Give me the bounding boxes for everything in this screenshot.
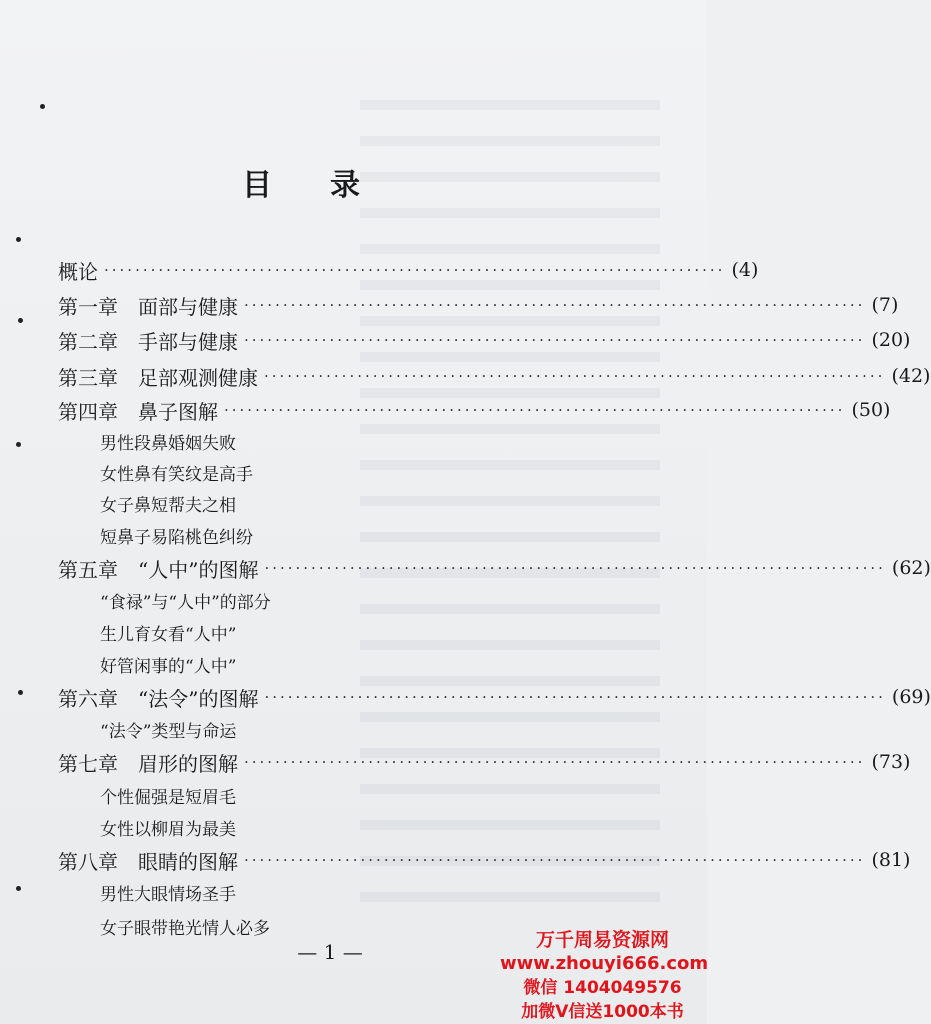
- toc-subentry: [100, 520, 253, 550]
- dot-leader: ················································································: [244, 331, 866, 349]
- ink-speck: [18, 318, 23, 323]
- toc-entry-title: “法令”类型与命运: [100, 721, 237, 742]
- watermark-line: www.zhouyi666.com: [500, 953, 709, 974]
- toc-entry: [58, 361, 931, 391]
- toc-subentry: [100, 488, 236, 518]
- toc-entry-title: 男性段鼻婚姻失败: [100, 433, 236, 454]
- toc-entry: [58, 255, 759, 285]
- toc-page-number: (4): [731, 259, 759, 281]
- page-number: — 1 —: [297, 940, 363, 964]
- toc-entry: [58, 553, 931, 583]
- page-title: 目录: [242, 168, 418, 203]
- ink-speck: [40, 104, 45, 109]
- watermark-line: 加微V信送1000本书: [521, 1002, 684, 1022]
- toc-subentry: [100, 780, 236, 810]
- toc-entry: [58, 290, 899, 320]
- toc-entry: [58, 747, 911, 777]
- toc-entry-title: 第八章 眼睛的图解: [58, 849, 238, 874]
- toc-page-number: (20): [871, 329, 911, 351]
- dot-leader: ················································································: [104, 261, 726, 279]
- ink-speck: [16, 442, 21, 447]
- toc-entry: [58, 682, 931, 712]
- toc-entry-title: 第一章 面部与健康: [58, 294, 238, 319]
- toc-page-number: (42): [891, 365, 931, 387]
- ink-speck: [16, 237, 21, 242]
- dot-leader: ················································································: [224, 401, 846, 419]
- toc-entry-title: 个性倔强是短眉毛: [100, 787, 236, 808]
- toc-entry-title: 女子鼻短帮夫之相: [100, 495, 236, 516]
- dot-leader: ················································································: [264, 559, 886, 577]
- ink-speck: [16, 886, 21, 891]
- toc-entry-title: 第七章 眉形的图解: [58, 751, 238, 776]
- toc-entry: [58, 845, 911, 875]
- toc-page-number: (69): [891, 686, 931, 708]
- toc-entry-title: 第六章 “法令”的图解: [58, 686, 259, 711]
- watermark: [500, 928, 709, 1024]
- toc-entry-title: 女性以柳眉为最美: [100, 819, 236, 840]
- toc-entry-title: “食禄”与“人中”的部分: [100, 592, 271, 613]
- toc-entry-title: 生儿育女看“人中”: [100, 624, 237, 645]
- toc-entry-title: 第五章 “人中”的图解: [58, 557, 259, 582]
- toc-entry-title: 第四章 鼻子图解: [58, 399, 218, 424]
- toc-entry-title: 男性大眼情场圣手: [100, 884, 236, 905]
- toc-subentry: [100, 457, 253, 487]
- toc-subentry: [100, 585, 271, 615]
- toc-entry-title: 好管闲事的“人中”: [100, 656, 237, 677]
- dot-leader: ················································································: [244, 851, 866, 869]
- toc-subentry: [100, 617, 236, 647]
- toc-page-number: (7): [871, 294, 899, 316]
- toc-subentry: [100, 649, 236, 679]
- toc-entry-title: 第二章 手部与健康: [58, 329, 238, 354]
- toc-entry-title: 第三章 足部观测健康: [58, 365, 258, 390]
- toc-page-number: (73): [871, 751, 911, 773]
- toc-page-number: (81): [871, 849, 911, 871]
- toc-entry: [58, 325, 911, 355]
- toc-entry-title: 短鼻子易陷桃色纠纷: [100, 527, 253, 548]
- toc-page-number: (62): [891, 557, 931, 579]
- dot-leader: ················································································: [264, 688, 886, 706]
- toc-subentry: [100, 911, 270, 941]
- dot-leader: ················································································: [244, 296, 866, 314]
- toc-subentry: [100, 714, 236, 744]
- watermark-line: 微信 1404049576: [523, 978, 682, 998]
- show-through-text: [360, 100, 660, 920]
- toc-entry: [58, 395, 891, 425]
- toc-subentry: [100, 426, 236, 456]
- toc-entry-title: 女子眼带艳光情人必多: [100, 918, 270, 939]
- watermark-line: 万千周易资源网: [535, 929, 669, 951]
- toc-subentry: [100, 877, 236, 907]
- toc-page-number: (50): [851, 399, 891, 421]
- dot-leader: ················································································: [264, 367, 886, 385]
- toc-subentry: [100, 812, 236, 842]
- toc-entry-title: 女性鼻有笑纹是高手: [100, 464, 253, 485]
- ink-speck: [18, 690, 23, 695]
- dot-leader: ················································································: [244, 753, 866, 771]
- toc-entry-title: 概论: [58, 259, 98, 284]
